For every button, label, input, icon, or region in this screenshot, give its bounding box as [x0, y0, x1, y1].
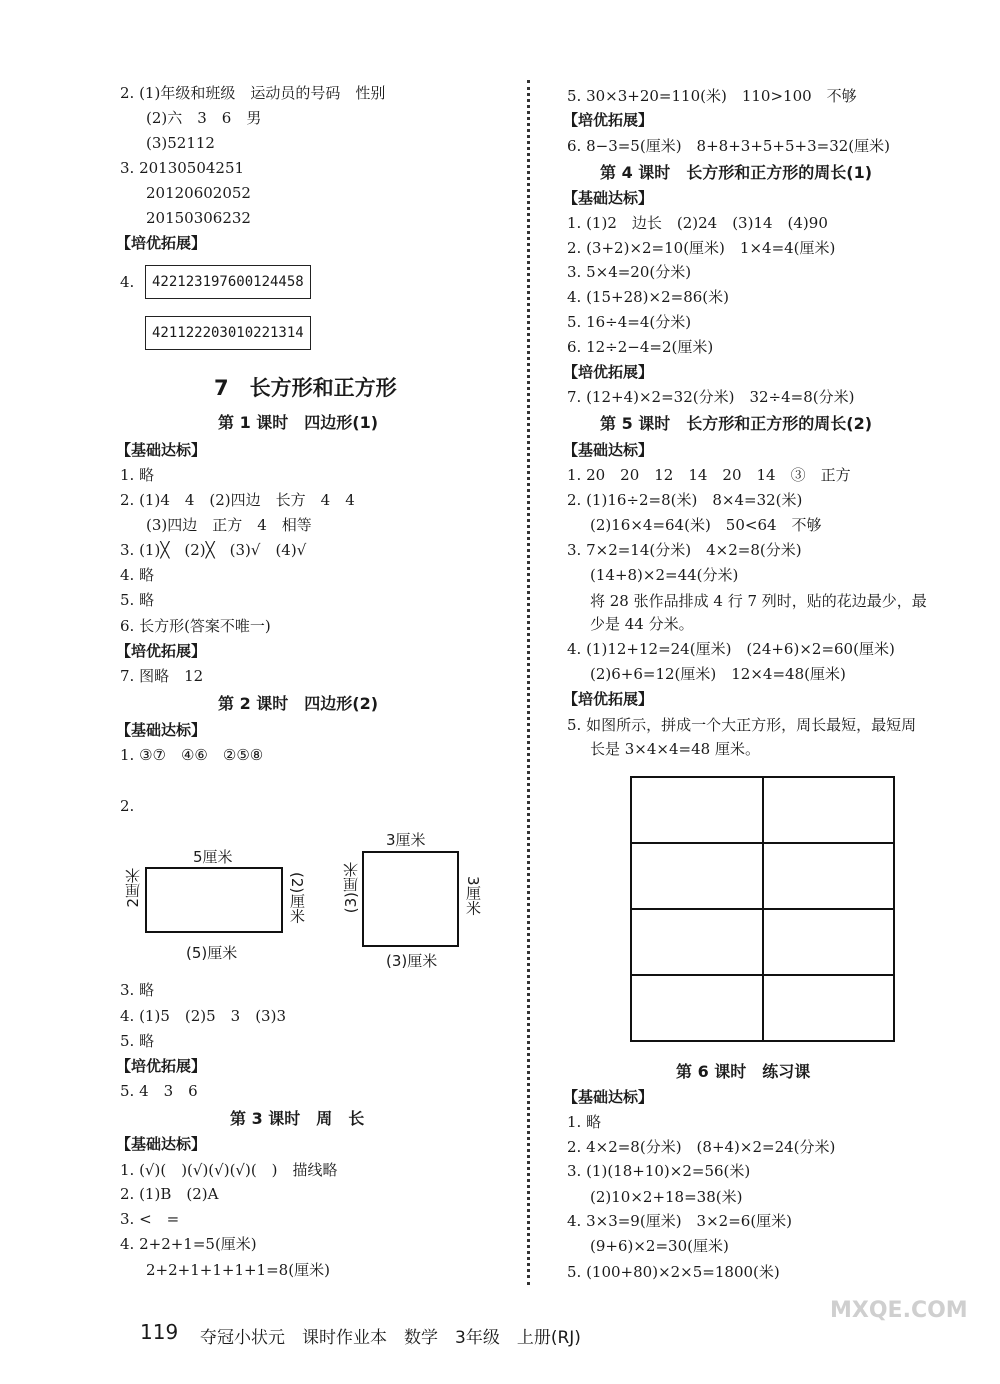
- book-title: 夺冠小状元 课时作业本 数学 3年级 上册(RJ): [200, 1328, 581, 1348]
- rect-top-label: 5厘米: [193, 848, 233, 866]
- l1-ext-header: 【培优拓展】: [116, 642, 207, 660]
- q3-line1: 3. 20130504251: [120, 159, 245, 177]
- l1-q2b: (3)四边 正方 4 相等: [146, 516, 312, 534]
- l4-ext-header: 【培优拓展】: [563, 363, 654, 381]
- l6-q4b: (9+6)×2=30(厘米): [590, 1237, 729, 1255]
- l5-q2b: (2)16×4=64(米) 50<64 不够: [590, 516, 822, 534]
- square-grid-figure: [630, 776, 895, 1042]
- grid-cell: [631, 777, 763, 843]
- l3-q1: 1. (√)( )(√)(√)(√)( ) 描线略: [120, 1161, 338, 1179]
- l6-q3b: (2)10×2+18=38(米): [590, 1188, 743, 1206]
- l3-q3: 3. < =: [120, 1210, 180, 1228]
- l4-q7: 7. (12+4)×2=32(分米) 32÷4=8(分米): [567, 388, 855, 406]
- l1-q2a: 2. (1)4 4 (2)四边 长方 4 4: [120, 491, 355, 509]
- chapter-title: 7 长方形和正方形: [214, 376, 397, 400]
- l3-q2: 2. (1)B (2)A: [120, 1185, 219, 1203]
- l1-q5: 5. 略: [120, 591, 155, 609]
- l4-q1: 1. (1)2 边长 (2)24 (3)14 (4)90: [567, 214, 828, 232]
- rect-right-label: (2)厘米: [288, 872, 306, 924]
- l1-basic-header: 【基础达标】: [116, 441, 207, 459]
- square-top-label: 3厘米: [386, 831, 426, 849]
- grid-cell: [763, 777, 895, 843]
- lesson3-title: 第 3 课时 周 长: [230, 1109, 365, 1128]
- l1-q3: 3. (1)╳ (2)╳ (3)√ (4)√: [120, 541, 307, 559]
- r-ext-header: 【培优拓展】: [563, 111, 654, 129]
- l5-basic-header: 【基础达标】: [563, 441, 654, 459]
- r-q6: 6. 8−3=5(厘米) 8+8+3+5+5+3=32(厘米): [567, 137, 891, 155]
- l2-q1: 1. ③⑦ ④⑥ ②⑤⑧: [120, 746, 264, 764]
- q2-line1: 2. (1)年级和班级 运动员的号码 性别: [120, 84, 386, 102]
- l6-q1: 1. 略: [567, 1113, 602, 1131]
- grid-cell: [631, 909, 763, 975]
- l1-q7: 7. 图略 12: [120, 667, 204, 685]
- q3-line3: 20150306232: [146, 209, 251, 227]
- l1-q4: 4. 略: [120, 566, 155, 584]
- l1-q6: 6. 长方形(答案不唯一): [120, 617, 271, 635]
- l5-q1: 1. 20 20 12 14 20 14 ③ 正方: [567, 466, 851, 484]
- l5-q5b: 长是 3×4×4=48 厘米。: [590, 740, 760, 758]
- lesson2-title: 第 2 课时 四边形(2): [218, 694, 379, 713]
- l4-q6: 6. 12÷2−4=2(厘米): [567, 338, 714, 356]
- l6-q2: 2. 4×2=8(分米) (8+4)×2=24(分米): [567, 1138, 836, 1156]
- l5-q3d: 少是 44 分米。: [590, 615, 694, 633]
- square-shape: [362, 851, 459, 947]
- l5-q3a: 3. 7×2=14(分米) 4×2=8(分米): [567, 541, 802, 559]
- l5-ext-header: 【培优拓展】: [563, 690, 654, 708]
- lesson6-title: 第 6 课时 练习课: [676, 1062, 811, 1081]
- lesson1-title: 第 1 课时 四边形(1): [218, 413, 379, 432]
- rect-left-label: 2厘米: [124, 868, 142, 908]
- l2-q2: 2.: [120, 797, 135, 815]
- grid-cell: [763, 843, 895, 909]
- lesson5-title: 第 5 课时 长方形和正方形的周长(2): [600, 414, 873, 433]
- l2-basic-header: 【基础达标】: [116, 721, 207, 739]
- square-right-label: 3厘米: [464, 876, 482, 916]
- l5-q3c: 将 28 张作品排成 4 行 7 列时，贴的花边最少，最: [590, 592, 927, 610]
- l2-q5b: 5. 4 3 6: [120, 1082, 198, 1100]
- l6-basic-header: 【基础达标】: [563, 1088, 654, 1106]
- l5-q5a: 5. 如图所示，拼成一个大正方形，周长最短，最短周: [567, 716, 917, 734]
- q4-id-box-1: 422123197600124458: [145, 265, 311, 299]
- grid-cell: [763, 975, 895, 1041]
- l5-q3b: (14+8)×2=44(分米): [590, 566, 739, 584]
- l6-q3a: 3. (1)(18+10)×2=56(米): [567, 1162, 751, 1180]
- column-divider: [527, 80, 530, 1285]
- l5-q2a: 2. (1)16÷2=8(米) 8×4=32(米): [567, 491, 803, 509]
- l3-q4a: 4. 2+2+1=5(厘米): [120, 1235, 257, 1253]
- l2-q3: 3. 略: [120, 981, 155, 999]
- l4-basic-header: 【基础达标】: [563, 189, 654, 207]
- page-number: 119: [140, 1320, 179, 1344]
- q3-line2: 20120602052: [146, 184, 251, 202]
- grid-cell: [631, 843, 763, 909]
- q2-line2: (2)六 3 6 男: [146, 109, 262, 127]
- l4-q5: 5. 16÷4=4(分米): [567, 313, 692, 331]
- l2-q4: 4. (1)5 (2)5 3 (3)3: [120, 1007, 286, 1025]
- l4-q2: 2. (3+2)×2=10(厘米) 1×4=4(厘米): [567, 239, 836, 257]
- q4-id-box-2: 421122203010221314: [145, 316, 311, 350]
- q4-label: 4.: [120, 273, 135, 291]
- q2-line3: (3)52112: [146, 134, 215, 152]
- l2-q5: 5. 略: [120, 1032, 155, 1050]
- l5-q4b: (2)6+6=12(厘米) 12×4=48(厘米): [590, 665, 846, 683]
- l6-q4a: 4. 3×3=9(厘米) 3×2=6(厘米): [567, 1212, 793, 1230]
- l2-ext-header: 【培优拓展】: [116, 1057, 207, 1075]
- ext-header: 【培优拓展】: [116, 234, 207, 252]
- l6-q5: 5. (100+80)×2×5=1800(米): [567, 1263, 780, 1281]
- l4-q4: 4. (15+28)×2=86(米): [567, 288, 729, 306]
- rectangle-shape: [145, 867, 283, 933]
- square-left-label: (3)厘米: [342, 862, 360, 914]
- l5-q4a: 4. (1)12+12=24(厘米) (24+6)×2=60(厘米): [567, 640, 895, 658]
- lesson4-title: 第 4 课时 长方形和正方形的周长(1): [600, 163, 873, 182]
- l4-q3: 3. 5×4=20(分米): [567, 263, 692, 281]
- l1-q1: 1. 略: [120, 466, 155, 484]
- watermark: MXQE.COM: [830, 1298, 968, 1323]
- r-q5: 5. 30×3+20=110(米) 110>100 不够: [567, 87, 857, 105]
- grid-cell: [631, 975, 763, 1041]
- l3-basic-header: 【基础达标】: [116, 1135, 207, 1153]
- l3-q4b: 2+2+1+1+1+1=8(厘米): [146, 1261, 330, 1279]
- rect-bottom-label: (5)厘米: [186, 944, 238, 962]
- square-bottom-label: (3)厘米: [386, 952, 438, 970]
- grid-cell: [763, 909, 895, 975]
